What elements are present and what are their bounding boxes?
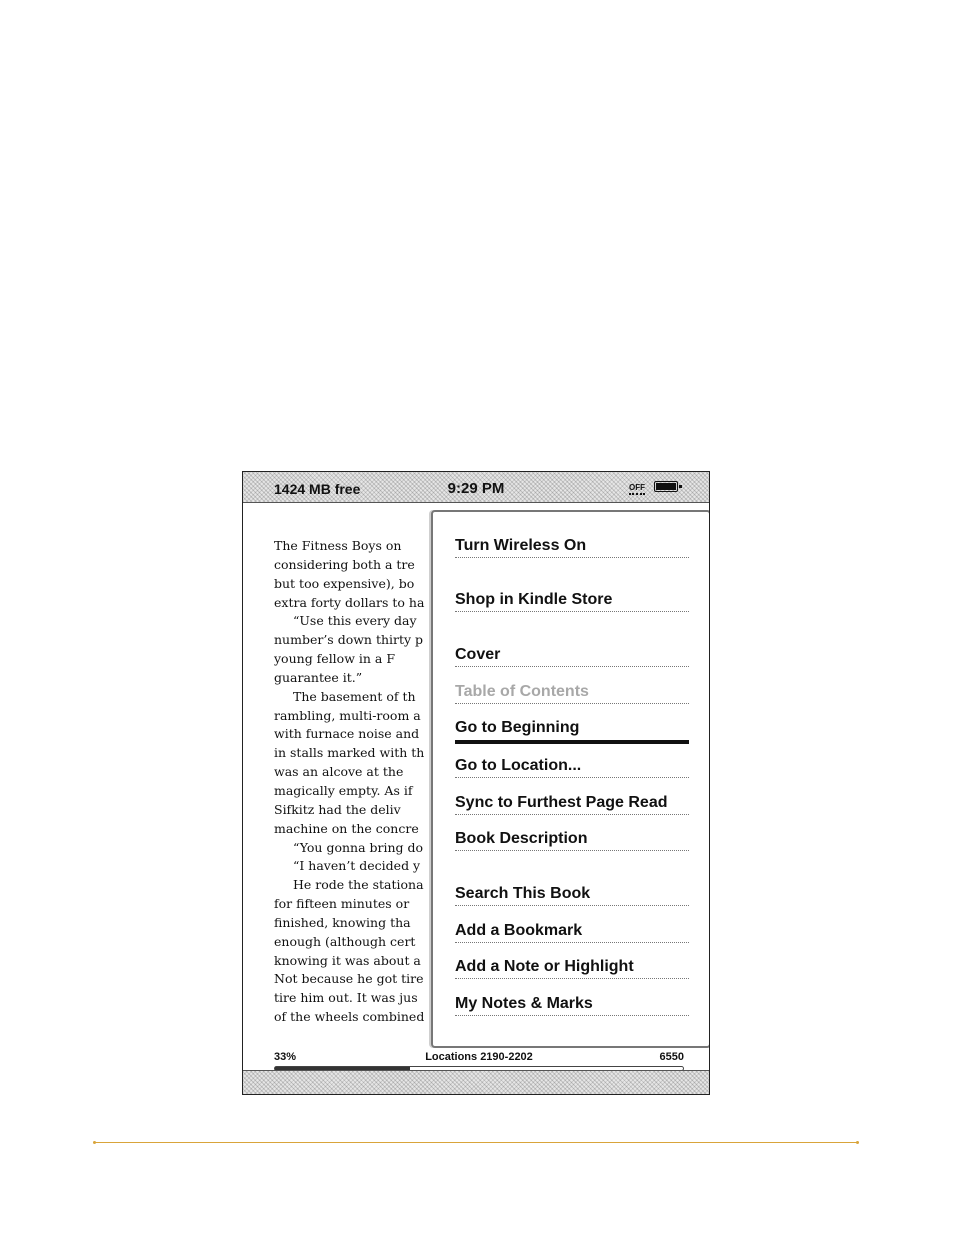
text-line: The Fitness Boys on <box>274 538 402 553</box>
text-line: young fellow in a F <box>274 651 396 667</box>
text-line: extra forty dollars to ha <box>274 594 425 610</box>
text-line: number’s down thirty p <box>274 632 424 648</box>
text-line: The basement of th <box>293 688 416 704</box>
text-line: “I haven’t decided y <box>293 858 421 874</box>
text-line: in stalls marked with th <box>274 745 425 761</box>
menu-item-my-notes-and-marks[interactable]: My Notes & Marks <box>455 994 689 1016</box>
text-line: tire him out. It was jus <box>274 990 418 1006</box>
wireless-off-icon: OFF <box>629 483 645 495</box>
text-line: machine on the concre <box>274 820 419 836</box>
menu-item-add-a-note-or-highlight[interactable]: Add a Note or Highlight <box>455 957 689 979</box>
menu-item-search-this-book[interactable]: Search This Book <box>455 884 689 906</box>
text-line: guarantee it.” <box>274 669 363 685</box>
text-line: for fifteen minutes or <box>274 896 410 912</box>
battery-icon <box>654 481 678 492</box>
menu-item-go-to-location[interactable]: Go to Location... <box>455 756 689 778</box>
status-bar <box>243 472 709 503</box>
text-line: “You gonna bring do <box>293 839 424 855</box>
menu-item-shop-in-kindle-store[interactable]: Shop in Kindle Store <box>455 590 689 612</box>
text-line: Sifkitz had the deliv <box>274 801 401 817</box>
location-range: Locations 2190-2202 <box>425 1051 533 1063</box>
bottom-bar <box>243 1070 709 1094</box>
menu-item-sync-to-furthest-page-read[interactable]: Sync to Furthest Page Read <box>455 793 689 815</box>
clock: 9:29 PM <box>447 480 505 497</box>
text-line: with furnace noise and <box>274 726 420 742</box>
text-line: considering both a tre <box>274 556 415 572</box>
menu-item-table-of-contents: Table of Contents <box>455 682 689 704</box>
text-line: rambling, multi-room a <box>274 707 421 723</box>
text-line: of the wheels combined <box>274 1009 425 1025</box>
text-line: knowing it was about a <box>274 952 421 968</box>
reading-menu <box>431 510 710 1048</box>
text-line: finished, knowing tha <box>274 914 411 930</box>
page-divider-rule <box>94 1142 858 1143</box>
text-line: was an alcove at the <box>274 764 404 780</box>
location-bar <box>274 1050 684 1066</box>
text-line: He rode the stationa <box>293 877 424 893</box>
free-space-label: 1424 MB free <box>274 481 361 497</box>
text-line: “Use this every day <box>293 613 417 629</box>
menu-item-go-to-beginning[interactable]: Go to Beginning <box>455 718 689 744</box>
kindle-screen <box>242 471 710 1095</box>
menu-item-cover[interactable]: Cover <box>455 645 689 667</box>
text-line: Not because he got tire <box>274 971 424 987</box>
text-line: enough (although cert <box>274 933 416 949</box>
menu-item-book-description[interactable]: Book Description <box>455 829 689 851</box>
menu-item-add-a-bookmark[interactable]: Add a Bookmark <box>455 921 689 943</box>
menu-item-turn-wireless-on[interactable]: Turn Wireless On <box>455 536 689 558</box>
total-locations: 6550 <box>659 1051 684 1063</box>
percent-read: 33% <box>274 1051 297 1063</box>
text-line: but too expensive), bo <box>274 575 415 591</box>
text-line: magically empty. As if <box>274 782 413 798</box>
